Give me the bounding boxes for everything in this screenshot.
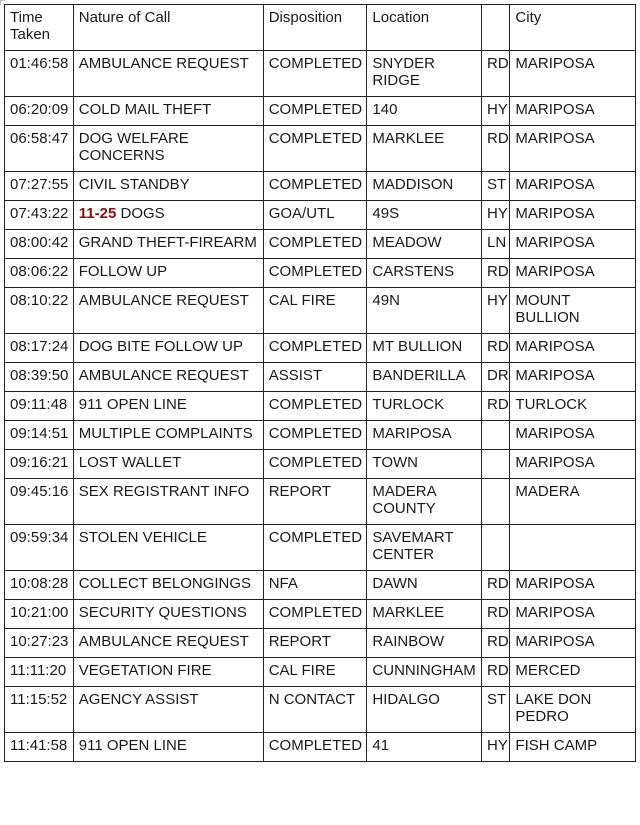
header-city: City [510,5,636,51]
cell-location: MADDISON [367,172,482,201]
cell-nature [73,201,263,230]
cell-location: 140 [367,97,482,126]
cell-city: MARIPOSA [510,629,636,658]
cell-time: 09:45:16 [5,479,74,525]
table-row [5,172,636,201]
cell-suffix: RD [482,600,510,629]
cell-location: MARIPOSA [367,421,482,450]
cell-disposition: CAL FIRE [263,288,367,334]
cell-suffix: HY [482,288,510,334]
cell-location: MEADOW [367,230,482,259]
cell-location: 41 [367,733,482,762]
cell-location: 49N [367,288,482,334]
table-row [5,658,636,687]
header-time: Time Taken [5,5,74,51]
cell-nature: SEX REGISTRANT INFO [73,479,263,525]
cell-time: 08:39:50 [5,363,74,392]
cell-suffix: RD [482,392,510,421]
cell-suffix: RD [482,259,510,288]
cell-time: 11:15:52 [5,687,74,733]
cell-location: SAVEMART CENTER [367,525,482,571]
cell-location: HIDALGO [367,687,482,733]
cell-disposition: ASSIST [263,363,367,392]
cell-location: RAINBOW [367,629,482,658]
cell-city: MARIPOSA [510,97,636,126]
cell-disposition: COMPLETED [263,172,367,201]
cell-disposition: COMPLETED [263,421,367,450]
cell-nature: LOST WALLET [73,450,263,479]
cell-suffix [482,421,510,450]
cell-nature: VEGETATION FIRE [73,658,263,687]
cell-city: LAKE DON PEDRO [510,687,636,733]
cell-time: 09:11:48 [5,392,74,421]
cell-disposition: REPORT [263,479,367,525]
table-row [5,450,636,479]
cell-nature: AGENCY ASSIST [73,687,263,733]
cell-time: 08:00:42 [5,230,74,259]
cell-location: TOWN [367,450,482,479]
cell-nature: AMBULANCE REQUEST [73,51,263,97]
cell-city: MARIPOSA [510,259,636,288]
header-nature: Nature of Call [73,5,263,51]
cell-city: MARIPOSA [510,51,636,97]
header-disposition: Disposition [263,5,367,51]
cell-disposition: COMPLETED [263,126,367,172]
cell-disposition: COMPLETED [263,525,367,571]
cell-location: TURLOCK [367,392,482,421]
cell-nature: SECURITY QUESTIONS [73,600,263,629]
cell-time: 08:10:22 [5,288,74,334]
cell-time: 06:20:09 [5,97,74,126]
cell-time: 11:41:58 [5,733,74,762]
cell-location: DAWN [367,571,482,600]
cell-suffix: DR [482,363,510,392]
cell-suffix: RD [482,571,510,600]
call-log-table [4,4,636,762]
cell-disposition: COMPLETED [263,51,367,97]
cell-suffix: HY [482,733,510,762]
table-row [5,421,636,450]
table-row [5,571,636,600]
cell-disposition: COMPLETED [263,334,367,363]
cell-city: MARIPOSA [510,126,636,172]
cell-disposition: COMPLETED [263,230,367,259]
cell-city: MOUNT BULLION [510,288,636,334]
cell-suffix: RD [482,658,510,687]
cell-location: 49S [367,201,482,230]
cell-disposition: COMPLETED [263,600,367,629]
cell-disposition: NFA [263,571,367,600]
table-row [5,687,636,733]
cell-time: 08:06:22 [5,259,74,288]
cell-city: MERCED [510,658,636,687]
cell-nature: AMBULANCE REQUEST [73,629,263,658]
cell-location: MARKLEE [367,600,482,629]
cell-time: 10:21:00 [5,600,74,629]
cell-suffix: HY [482,97,510,126]
table-row [5,733,636,762]
cell-nature: GRAND THEFT-FIREARM [73,230,263,259]
cell-nature: COLLECT BELONGINGS [73,571,263,600]
cell-time: 11:11:20 [5,658,74,687]
table-row [5,392,636,421]
cell-location: MT BULLION [367,334,482,363]
cell-nature: 911 OPEN LINE [73,733,263,762]
cell-city [510,525,636,571]
cell-city: TURLOCK [510,392,636,421]
header-row [5,5,636,51]
cell-city: MARIPOSA [510,600,636,629]
cell-location: CARSTENS [367,259,482,288]
cell-nature: CIVIL STANDBY [73,172,263,201]
cell-nature: COLD MAIL THEFT [73,97,263,126]
table-row [5,600,636,629]
cell-disposition: N CONTACT [263,687,367,733]
table-row [5,363,636,392]
cell-suffix: RD [482,51,510,97]
cell-disposition: COMPLETED [263,259,367,288]
cell-location: SNYDER RIDGE [367,51,482,97]
cell-time: 10:08:28 [5,571,74,600]
nature-code: 11-25 [78,205,117,222]
cell-time: 06:58:47 [5,126,74,172]
table-row [5,51,636,97]
cell-time: 10:27:23 [5,629,74,658]
cell-suffix: ST [482,172,510,201]
cell-disposition: REPORT [263,629,367,658]
table-row [5,525,636,571]
cell-city: MARIPOSA [510,363,636,392]
cell-suffix [482,525,510,571]
cell-city: MARIPOSA [510,334,636,363]
cell-city: MARIPOSA [510,571,636,600]
call-log-page [4,4,636,762]
cell-nature: DOG WELFARE CONCERNS [73,126,263,172]
cell-time: 09:59:34 [5,525,74,571]
table-row [5,126,636,172]
cell-location: BANDERILLA [367,363,482,392]
cell-disposition: GOA/UTL [263,201,367,230]
nature-text: DOGS [120,205,165,222]
cell-city: MARIPOSA [510,421,636,450]
cell-nature: DOG BITE FOLLOW UP [73,334,263,363]
cell-time: 08:17:24 [5,334,74,363]
cell-suffix: LN [482,230,510,259]
cell-time: 09:16:21 [5,450,74,479]
cell-nature: AMBULANCE REQUEST [73,288,263,334]
cell-nature: AMBULANCE REQUEST [73,363,263,392]
cell-city: MARIPOSA [510,172,636,201]
cell-time: 07:27:55 [5,172,74,201]
cell-suffix: HY [482,201,510,230]
cell-city: MARIPOSA [510,201,636,230]
cell-suffix: ST [482,687,510,733]
cell-location: CUNNINGHAM [367,658,482,687]
table-row [5,288,636,334]
cell-disposition: COMPLETED [263,97,367,126]
cell-time: 01:46:58 [5,51,74,97]
cell-suffix: RD [482,334,510,363]
header-suffix [482,5,510,51]
cell-nature: FOLLOW UP [73,259,263,288]
cell-nature: 911 OPEN LINE [73,392,263,421]
table-row [5,97,636,126]
cell-suffix [482,479,510,525]
table-row [5,230,636,259]
cell-disposition: COMPLETED [263,392,367,421]
cell-city: FISH CAMP [510,733,636,762]
cell-suffix: RD [482,629,510,658]
cell-city: MARIPOSA [510,450,636,479]
cell-disposition: COMPLETED [263,733,367,762]
cell-location: MADERA COUNTY [367,479,482,525]
cell-nature: MULTIPLE COMPLAINTS [73,421,263,450]
cell-city: MADERA [510,479,636,525]
table-row [5,334,636,363]
cell-suffix [482,450,510,479]
cell-disposition: COMPLETED [263,450,367,479]
cell-nature: STOLEN VEHICLE [73,525,263,571]
cell-suffix: RD [482,126,510,172]
table-row [5,629,636,658]
cell-disposition: CAL FIRE [263,658,367,687]
table-row [5,479,636,525]
cell-time: 07:43:22 [5,201,74,230]
cell-location: MARKLEE [367,126,482,172]
header-location: Location [367,5,482,51]
cell-time: 09:14:51 [5,421,74,450]
table-row [5,259,636,288]
cell-city: MARIPOSA [510,230,636,259]
table-row [5,201,636,230]
